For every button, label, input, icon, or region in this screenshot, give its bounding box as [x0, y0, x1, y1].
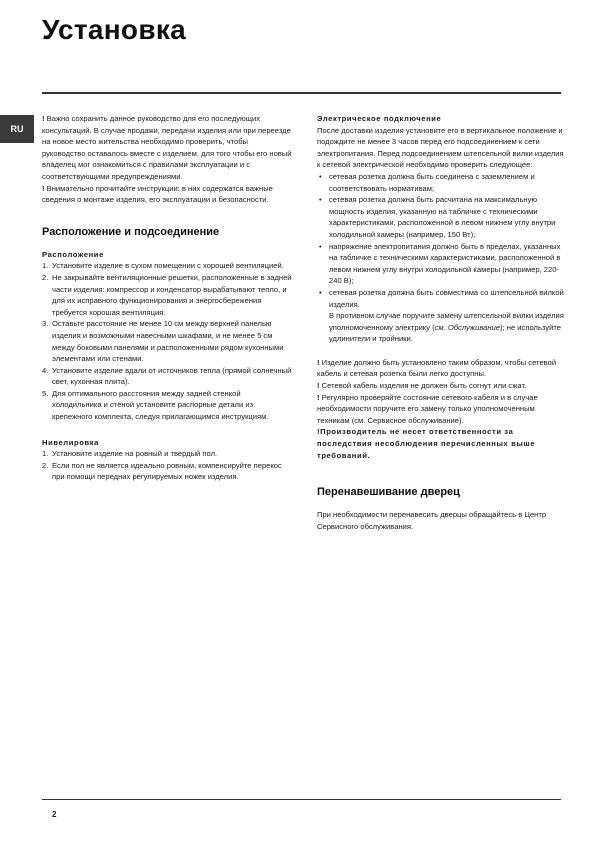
list-item [42, 448, 292, 460]
top-divider [42, 92, 561, 94]
left-column [42, 113, 292, 483]
list-item-text: сетевая розетка должна быть совместима со штепсельной вилкой изделия. [329, 287, 564, 309]
list-item [42, 460, 292, 483]
list-item-text: Если пол не является идеально ровным, компенсируйте перекос при помощи передних регулируемых ножек изделия. [52, 460, 282, 482]
list-item [317, 287, 565, 310]
door-reversal-text: При необходимости перенавесить дверцы обращайтесь в Центр Сервисного обслуживания. [317, 510, 547, 531]
extra-note-text: В противном случае поручите замену штепсельной вилки изделия уполномоченному электрику ( [329, 311, 564, 332]
list-number: 2. [42, 460, 49, 470]
liability-warning-text: Производитель не несет ответственности за последствия несоблюдения перечисленных выше требований. [317, 427, 536, 460]
list-number: 1. [42, 261, 49, 271]
list-item-text: Установите изделие в сухом помещении с хорошей вентиляцией. [52, 261, 284, 271]
list-item [317, 241, 565, 287]
exclamation-icon: ! [42, 183, 45, 193]
exclamation-icon: ! [317, 392, 320, 402]
list-number: 4. [42, 365, 49, 375]
list-number: 5. [42, 388, 49, 398]
list-item-text: Для оптимального расстояния между задней стенкой холодильника и стеной установите распорные детали из крепежного комплекта, следуя прилагающимся инструкциям. [52, 388, 269, 422]
bullet-icon: • [319, 241, 322, 251]
list-item-text: сетевая розетка должна быть соединена с заземлением и соответствовать нормативам; [329, 171, 535, 193]
list-item [42, 260, 292, 272]
intro-note [42, 183, 292, 206]
warning-note-text: Сетевой кабель изделия не должен быть согнут или сжат. [321, 381, 527, 391]
subsection-title-electric: Электрическое подключение [317, 114, 442, 123]
list-item-text: напряжение электропитания должно быть в пределах, указанных на табличке с техническими характеристиками, расположенной в левом нижнем углу внутри холодильной камеры (например, 220-240 В); [329, 241, 561, 286]
exclamation-icon: ! [317, 357, 320, 367]
intro-note [42, 113, 292, 183]
page-number: 2 [52, 810, 57, 819]
section-title-placement-connection: Расположение и подсоединение [42, 225, 220, 238]
page-title: Установка [42, 14, 187, 45]
bullet-icon: • [319, 195, 322, 205]
subsection-title-leveling: Нивелировка [42, 437, 100, 447]
list-item-text: Не закрывайте вентиляционные решетки, расположенные в задней части изделия: компрессор и конденсатор вырабатывают тепло, и для их исправного функционирования и энергосбережения требуется хорошая вентиляция. [52, 272, 292, 317]
liability-warning [317, 426, 565, 461]
list-item [317, 194, 565, 240]
electric-notes [317, 357, 565, 461]
leveling-list [42, 448, 292, 483]
electric-extra-note [317, 310, 565, 345]
list-item [42, 318, 292, 364]
right-column [317, 113, 565, 532]
electric-intro: После доставки изделия установите его в вертикальное положение и подождите не менее 3 часов перед его подсоединением к сети электропитания. Перед подсоединением штепсельной вилки изделия к сетевой электрической необходимо проверить следующее: [317, 125, 564, 170]
list-item [42, 272, 292, 318]
warning-note-text: Регулярно проверяйте состояние сетевого кабеля и в случае необходимости поручите его замену только уполномоченным техникам (см. Сервисное обслуживание). [317, 392, 538, 425]
warning-note-text: Изделие должно быть установлено таким образом, чтобы сетевой кабель и сетевая розетка были легко доступны. [317, 357, 557, 379]
list-item-text: сетевая розетка должна быть расчитана на максимальную мощность изделия, указанную на табличке с техническими характеристиками, расположенной в левом нижнем углу внутри холодильной камеры (например, 150 Вт); [329, 195, 556, 239]
list-item-text: Оставьте расстояние не менее 10 см между верхней панелью изделия и возможными навесными шкафами, и не менее 5 см между боковыми панелями и расположенными рядом кухонными элементами или стенами. [52, 319, 284, 364]
subsection-title-placement: Расположение [42, 249, 104, 259]
exclamation-icon: ! [42, 114, 45, 123]
intro-note-text: Важно сохранить данное руководство для его последующих консультаций. В случае продажи, передачи изделия или при переезде на новое место жительства необходимо проверить, чтобы руководство оставалось вместе с изделием, для того чтобы его новый владелец мог ознакомиться с правилами эксплуатации и с соответствующими предупреждениями. [42, 114, 292, 181]
bullet-icon: • [319, 287, 322, 297]
warning-note [317, 380, 565, 392]
warning-note [317, 392, 565, 427]
bullet-icon: • [319, 171, 322, 181]
extra-note-text: ); не используйте удлинители и тройники. [329, 322, 561, 344]
section-title-door-reversal: Перенавешивание дверец [317, 486, 460, 499]
exclamation-icon: ! [317, 427, 321, 437]
list-item-text: Установите изделие вдали от источников тепла (прямой солнечный свет, кухонная плита). [52, 365, 292, 387]
language-tab: RU [0, 115, 34, 143]
list-number: 1. [42, 449, 49, 459]
exclamation-icon: ! [317, 381, 320, 391]
list-number: 2. [42, 272, 49, 282]
service-reference: см. Обслуживание [434, 322, 501, 332]
list-item [42, 365, 292, 388]
list-item [42, 388, 292, 423]
bottom-divider [42, 799, 561, 800]
list-number: 3. [42, 319, 49, 329]
intro-note-text: Внимательно прочитайте инструкции: в них содержатся важные сведения о монтаже изделия, его эксплуатации и безопасности. [42, 183, 273, 205]
list-item-text: Установите изделие на ровный и твердый пол. [52, 449, 218, 459]
placement-list [42, 260, 292, 422]
warning-note [317, 357, 565, 380]
list-item [317, 171, 565, 194]
electric-checklist [317, 171, 565, 310]
